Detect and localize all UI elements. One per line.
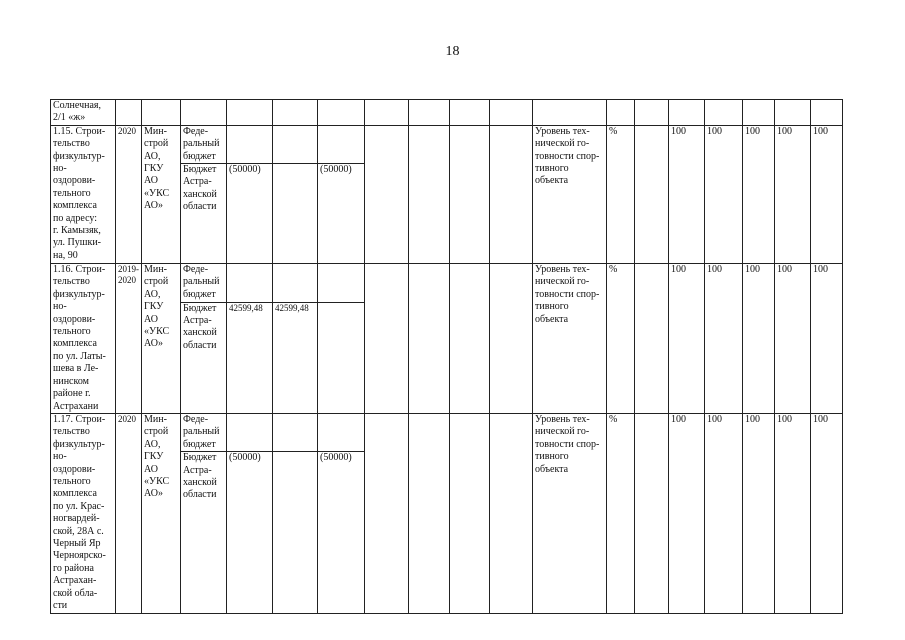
event-name-cell: 1.15. Строи- тельство физкультур- но- оздорови- тельного комплекса по адресу: г. Камызяк, ул. Пушки- на, 90 <box>51 125 116 263</box>
event-name-cell: 1.17. Строи- тельство физкультур- но- оздорови- тельного комплекса по ул. Крас- ногвардей- ской, 28А с. Черный Яр Черноярско- го района Астрахан- ской обла- сти <box>51 413 116 613</box>
value-cell: 100 <box>775 125 811 263</box>
executor-cell: Мин- строй АО, ГКУ АО «УКС АО» <box>142 413 181 613</box>
program-table <box>50 99 843 614</box>
value-cell: 100 <box>669 125 705 263</box>
funding-source-cell: Феде- ральный бюджет <box>181 264 227 303</box>
value-cell: 100 <box>743 264 775 414</box>
value-cell: 100 <box>669 413 705 613</box>
funding-source-cell: Феде- ральный бюджет <box>181 125 227 163</box>
funding-source-cell: Феде- ральный бюджет <box>181 413 227 451</box>
page-number: 18 <box>445 44 460 59</box>
indicator-cell: Уровень тех- нической го- товности спор- тивного объекта <box>533 413 607 613</box>
executor-cell: Мин- строй АО, ГКУ АО «УКС АО» <box>142 264 181 414</box>
amount-cell: (50000) <box>227 452 273 614</box>
value-cell: 100 <box>811 413 843 613</box>
value-cell: 100 <box>705 125 743 263</box>
table-row <box>51 100 843 126</box>
amount-cell: 42599,48 <box>273 302 318 413</box>
table-row <box>51 413 843 451</box>
value-cell: 100 <box>705 413 743 613</box>
unit-cell: % <box>607 413 635 613</box>
event-name-cell: 1.16. Строи- тельство физкультур- но- оздорови- тельного комплекса по ул. Латы- шева в Ле- нинском районе г. Астрахани <box>51 264 116 414</box>
amount-cell: (50000) <box>227 164 273 264</box>
amount-cell: 42599,48 <box>227 302 273 413</box>
amount-cell <box>273 452 318 614</box>
year-cell: 2020 <box>116 413 142 613</box>
unit-cell: % <box>607 264 635 414</box>
year-cell: 2019- 2020 <box>116 264 142 414</box>
value-cell: 100 <box>743 125 775 263</box>
value-cell: 100 <box>811 264 843 414</box>
value-cell: 100 <box>669 264 705 414</box>
indicator-cell: Уровень тех- нической го- товности спор- тивного объекта <box>533 125 607 263</box>
unit-cell: % <box>607 125 635 263</box>
funding-source-cell: Бюджет Астра- ханской области <box>181 164 227 264</box>
table-row <box>51 125 843 163</box>
amount-cell <box>318 302 365 413</box>
amount-cell: (50000) <box>318 164 365 264</box>
value-cell: 100 <box>775 264 811 414</box>
amount-cell <box>273 164 318 264</box>
funding-source-cell: Бюджет Астра- ханской области <box>181 302 227 413</box>
year-cell: 2020 <box>116 125 142 263</box>
value-cell: 100 <box>705 264 743 414</box>
executor-cell: Мин- строй АО, ГКУ АО «УКС АО» <box>142 125 181 263</box>
event-name-cell: Солнечная, 2/1 «ж» <box>51 100 116 126</box>
value-cell: 100 <box>743 413 775 613</box>
indicator-cell: Уровень тех- нической го- товности спор- тивного объекта <box>533 264 607 414</box>
table-row <box>51 264 843 303</box>
value-cell: 100 <box>775 413 811 613</box>
amount-cell: (50000) <box>318 452 365 614</box>
value-cell: 100 <box>811 125 843 263</box>
funding-source-cell: Бюджет Астра- ханской области <box>181 452 227 614</box>
